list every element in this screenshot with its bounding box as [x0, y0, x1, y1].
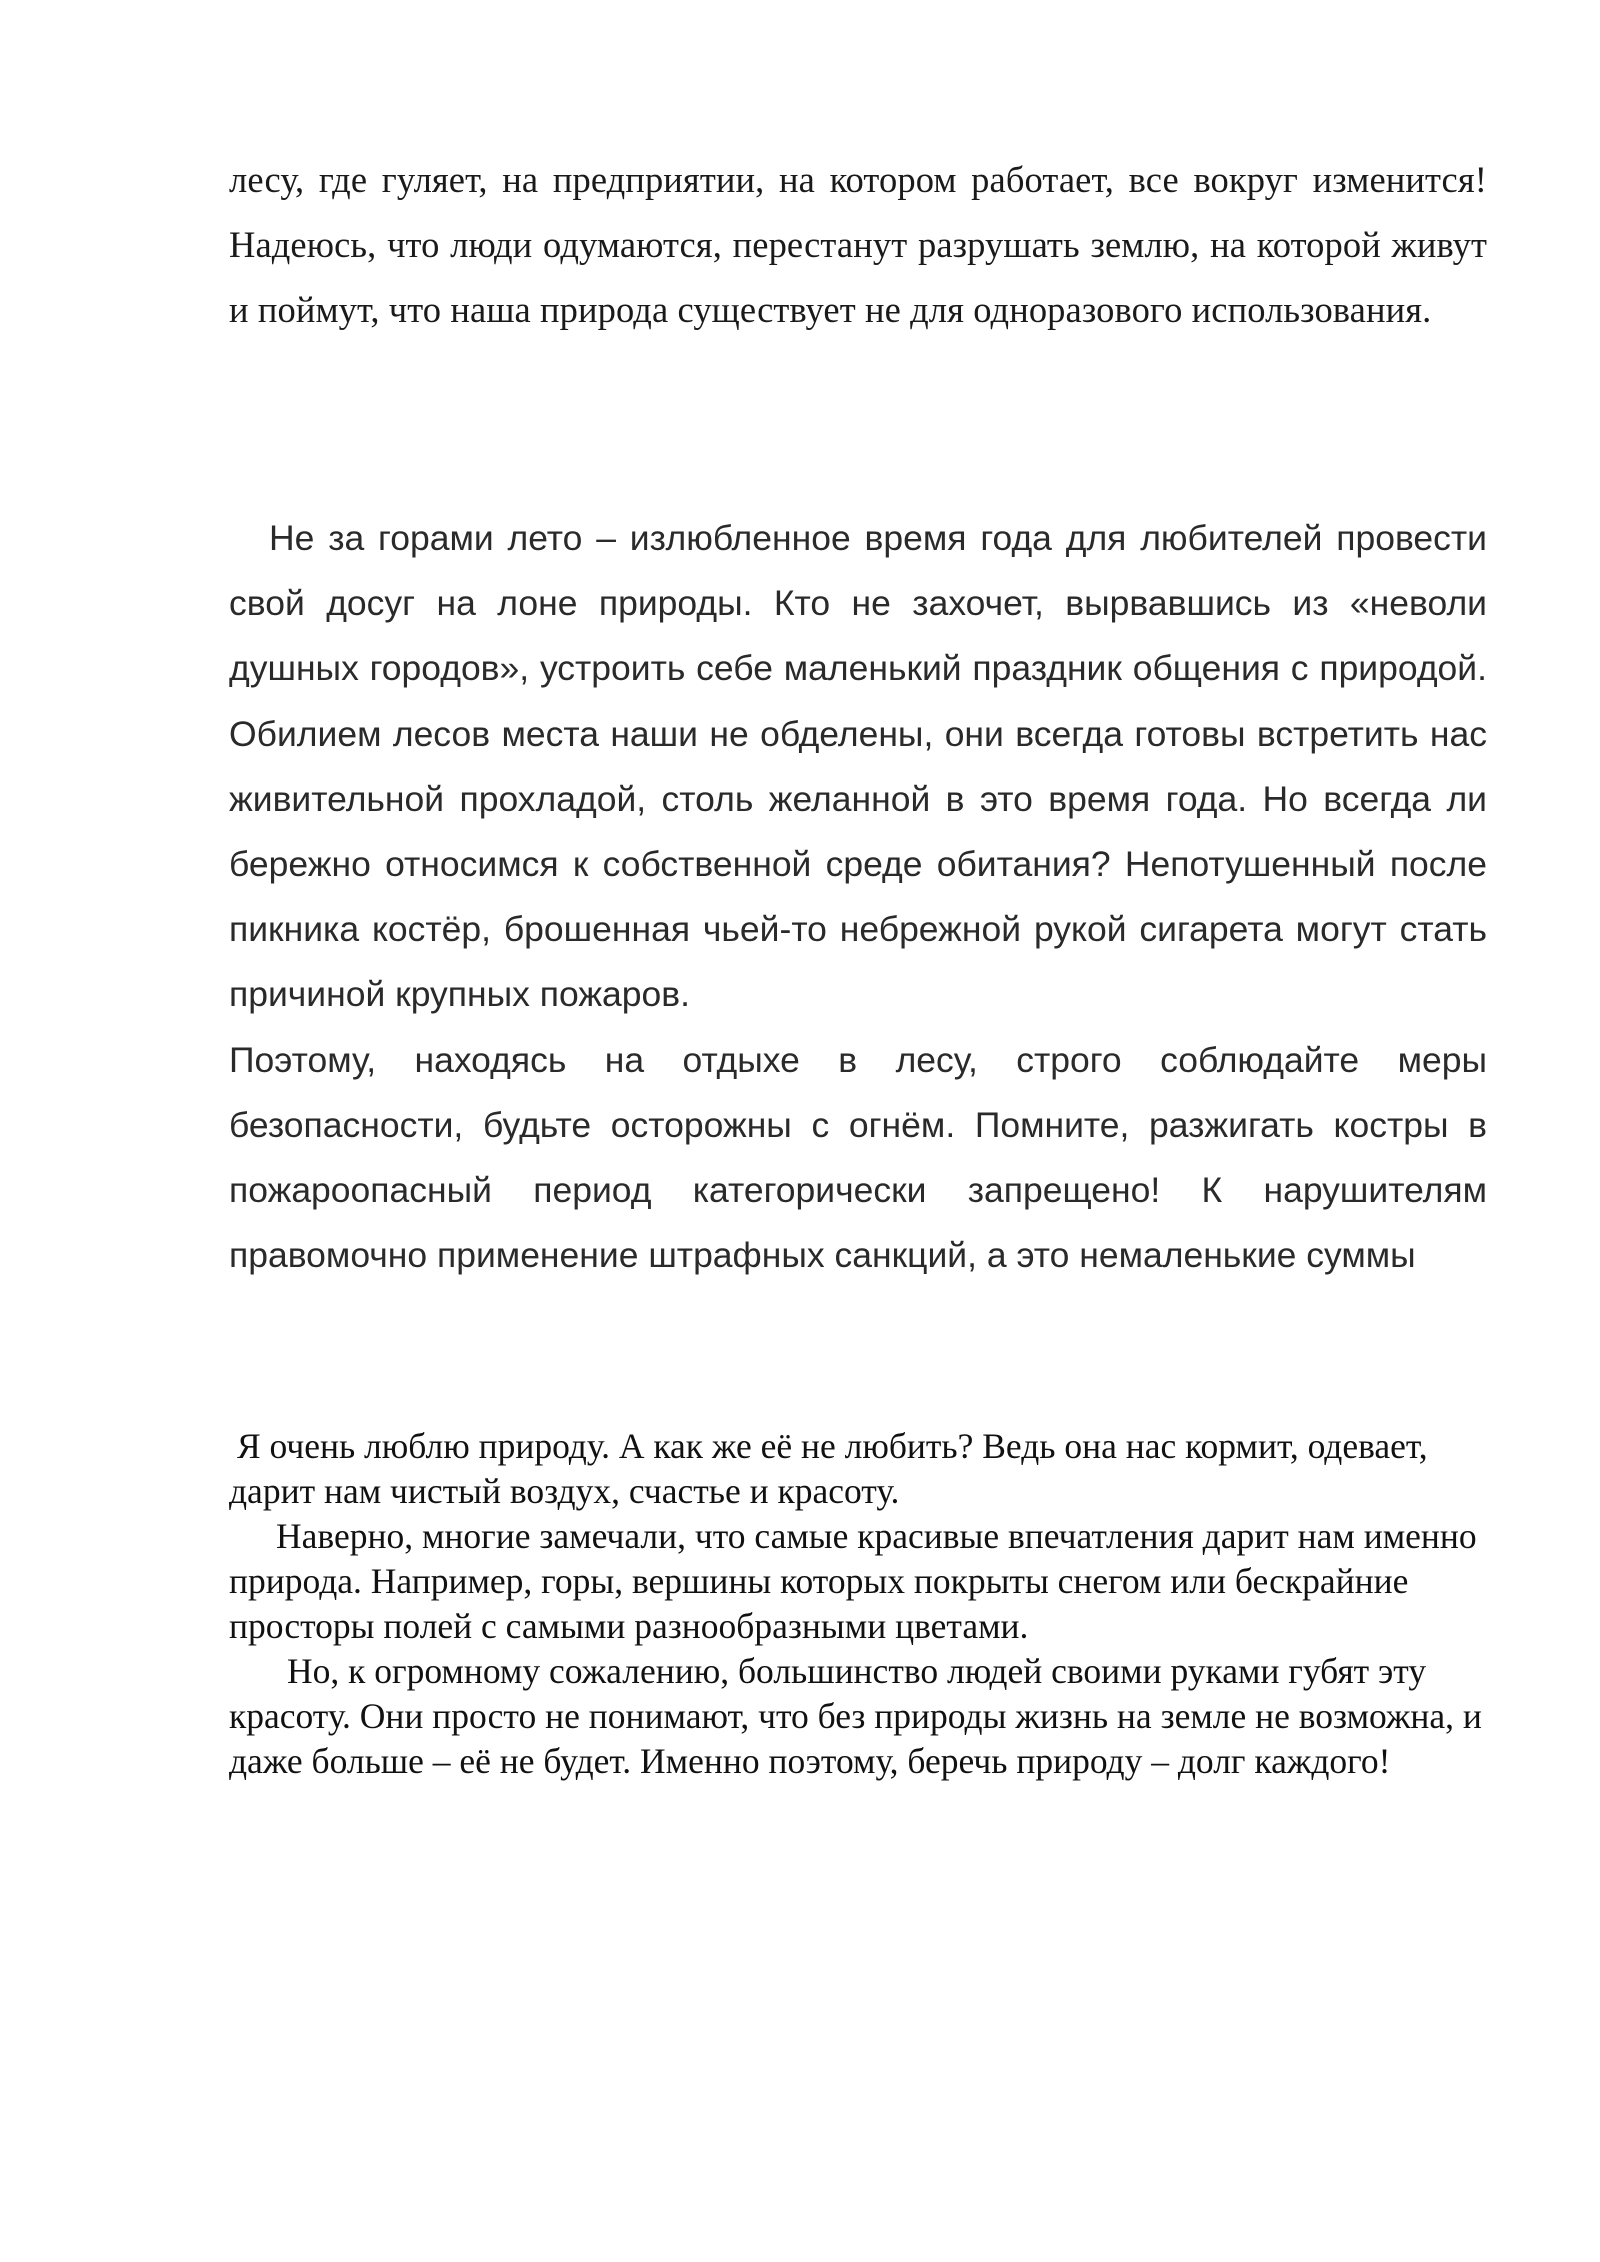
- section-fire-safety-conclusion: [229, 147, 1487, 342]
- paragraph: лесу, где гуляет, на предприятии, на котором работает, все вокруг изменится! Надеюсь, что люди одумаются, перестанут разрушать землю, на которой живут и поймут, что наша природа существует не для одноразового использования.: [229, 159, 1487, 330]
- paragraph: Но, к огромному сожалению, большинство людей своими руками губят эту красоту. Они просто не понимают, что без природы жизнь на земле не возможна, и даже больше – её не будет. Именно поэтому, беречь природу – долг каждого!: [229, 1651, 1482, 1781]
- paragraph: Наверно, многие замечали, что самые красивые впечатления дарит нам именно природа. Например, горы, вершины которых покрыты снегом или бескрайние просторы полей с самыми разнообразными цветами.: [229, 1516, 1477, 1646]
- section-love-of-nature: [229, 1424, 1499, 1784]
- paragraph: Не за горами лето – излюбленное время года для любителей провести свой досуг на лоне природы. Кто не захочет, вырвавшись из «неволи душных городов», устроить себе маленький праздник общения с природой. Обилием лесов места наши не обделены, они всегда готовы встретить нас живительной прохладой, столь желанной в это время года. Но всегда ли бережно относимся к собственной среде обитания? Непотушенный после пикника костёр, брошенная чьей-то небрежной рукой сигарета могут стать причиной крупных пожаров.: [229, 518, 1487, 1015]
- paragraph: Поэтому, находясь на отдыхе в лесу, строго соблюдайте меры безопасности, будьте осторожны с огнём. Помните, разжигать костры в пожароопасный период категорически запрещено! К нарушителям правомочно применение штрафных санкций, а это немаленькие суммы: [229, 1039, 1487, 1276]
- section-summer-forest-fires: [229, 506, 1487, 1288]
- paragraph: Я очень люблю природу. А как же её не любить? Ведь она нас кормит, одевает, дарит нам чистый воздух, счастье и красоту.: [229, 1426, 1428, 1511]
